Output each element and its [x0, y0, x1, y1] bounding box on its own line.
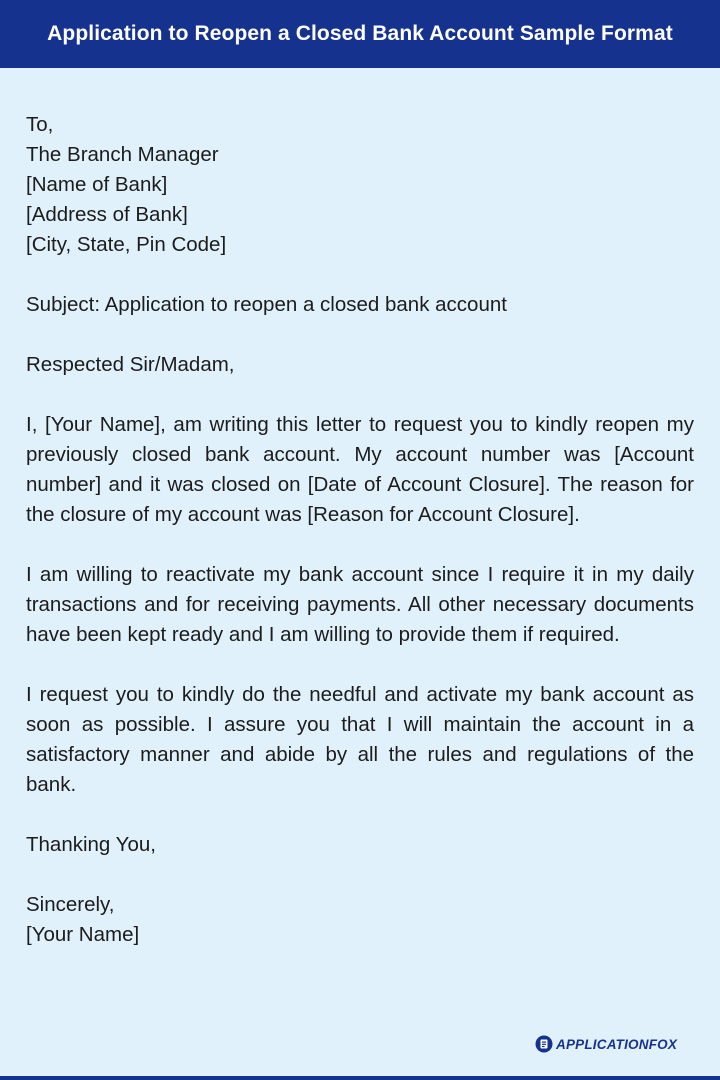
letter-salutation: Respected Sir/Madam, — [26, 353, 235, 376]
letter-subject: Subject: Application to reopen a closed bank account — [26, 293, 507, 316]
letter-paragraph: I am willing to reactivate my bank account since I require it in my daily transactions and for receiving payments. All other necessary documents have been kept ready and I am willing to provide them if required. — [26, 563, 694, 646]
address-line: To, — [26, 113, 54, 136]
recipient-address — [26, 110, 694, 260]
letter-paragraph: I request you to kindly do the needful and activate my bank account as soon as possible. I assure you that I will maintain the account in a satisfactory manner and abide by all the rules and regulations of the bank. — [26, 683, 694, 796]
address-line: [Name of Bank] — [26, 173, 168, 196]
letter-paragraph: I, [Your Name], am writing this letter to request you to kindly reopen my previously closed bank account. My account number was [Account number] and it was closed on [Date of Account Closure]. The reason for the closure of my account was [Reason for Account Closure]. — [26, 413, 694, 526]
brand-name: APPLICATIONFOX — [556, 1036, 678, 1052]
page-title: Application to Reopen a Closed Bank Account Sample Format — [47, 22, 673, 45]
page-header — [0, 0, 720, 68]
brand-logo — [535, 1034, 677, 1054]
letter-thanks: Thanking You, — [26, 833, 156, 856]
address-line: [Address of Bank] — [26, 203, 188, 226]
address-line: The Branch Manager — [26, 143, 219, 166]
bottom-bar — [0, 1076, 720, 1080]
letter-signature: [Your Name] — [26, 923, 140, 946]
letter-body — [26, 110, 694, 950]
letter-closing: Sincerely, — [26, 893, 115, 916]
applicationfox-logo-icon — [535, 1035, 553, 1053]
address-line: [City, State, Pin Code] — [26, 233, 227, 256]
